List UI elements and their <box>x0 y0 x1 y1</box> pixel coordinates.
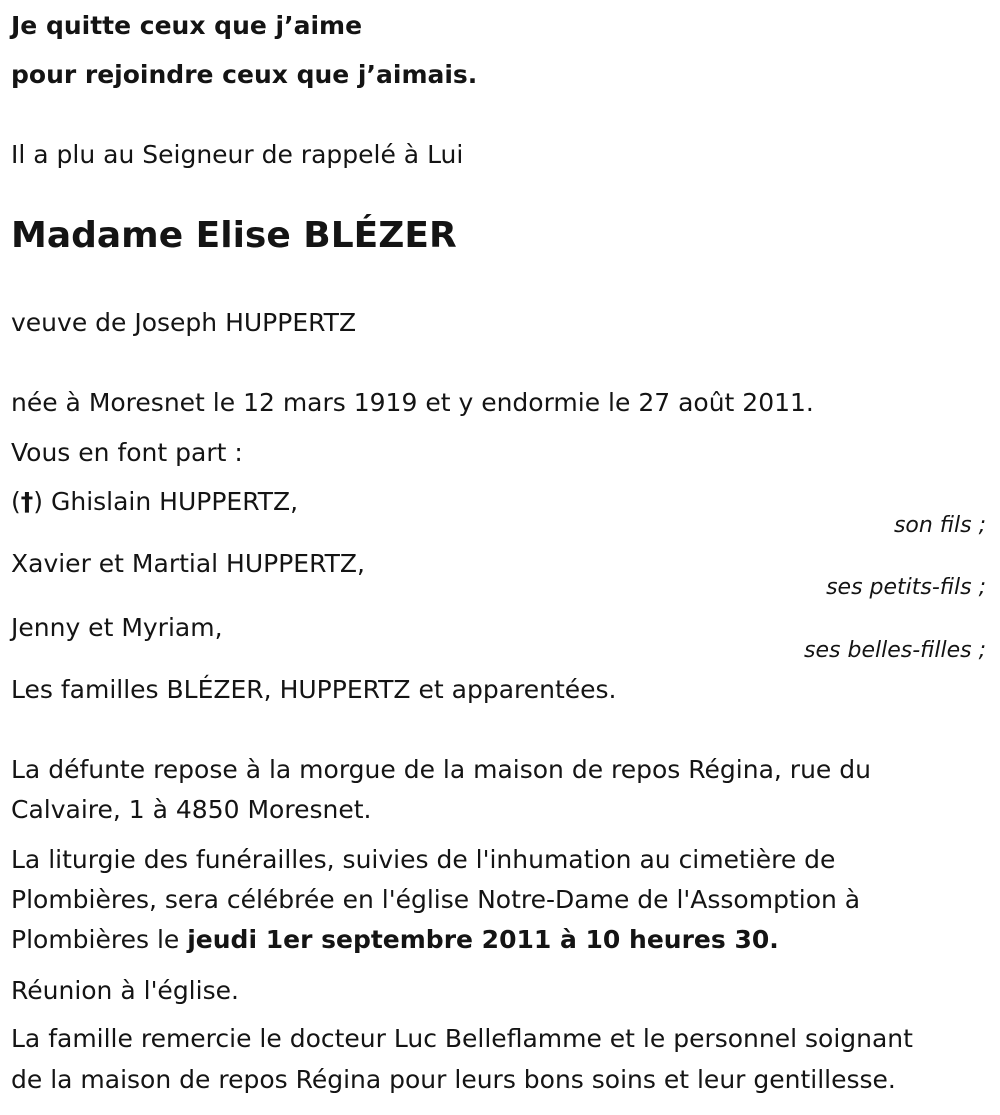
family-relation: ses petits-fils ; <box>826 575 986 600</box>
meeting-text: Réunion à l'église. <box>11 976 239 1005</box>
thanks-line-2: de la maison de repos Régina pour leurs bons soins et leur gentillesse. <box>11 1065 896 1094</box>
family-relation: son fils ; <box>893 513 986 538</box>
family-relation: ses belles-filles ; <box>804 638 986 663</box>
repose-line-1: La défunte repose à la morgue de la maison de repos Régina, rue du <box>11 755 871 784</box>
thanks-line-1: La famille remercie le docteur Luc Belleflamme et le personnel soignant <box>11 1024 913 1053</box>
families-text: Les familles BLÉZER, HUPPERTZ et apparentées. <box>11 675 617 704</box>
deceased-name: Madame Elise BLÉZER <box>11 215 457 256</box>
repose-line-2: Calvaire, 1 à 4850 Moresnet. <box>11 795 372 824</box>
liturgy-line-2: Plombières, sera célébrée en l'église Notre-Dame de l'Assomption à <box>11 885 861 914</box>
cross-open-paren: ( <box>11 487 21 516</box>
family-member-name <box>11 487 298 517</box>
verse-line-1: Je quitte ceux que j’aime <box>11 11 363 40</box>
funeral-date-time: jeudi 1er septembre 2011 à 10 heures 30. <box>187 925 779 954</box>
birth-death-text: née à Moresnet le 12 mars 1919 et y endormie le 27 août 2011. <box>11 388 814 417</box>
announce-text: Vous en font part : <box>11 438 243 467</box>
family-member-text: Ghislain HUPPERTZ, <box>43 487 299 516</box>
cross-close-paren: ) <box>33 487 44 516</box>
liturgy-line-3 <box>11 925 779 955</box>
family-member-name: Jenny et Myriam, <box>11 613 223 642</box>
cross-icon: † <box>20 487 34 516</box>
widow-of-text: veuve de Joseph HUPPERTZ <box>11 308 357 337</box>
liturgy-line-1: La liturgie des funérailles, suivies de l'inhumation au cimetière de <box>11 845 836 874</box>
family-member-name: Xavier et Martial HUPPERTZ, <box>11 549 365 578</box>
liturgy-line-3-prefix: Plombières le <box>11 925 188 954</box>
intro-text: Il a plu au Seigneur de rappelé à Lui <box>11 140 464 169</box>
verse-line-2: pour rejoindre ceux que j’aimais. <box>11 60 478 89</box>
